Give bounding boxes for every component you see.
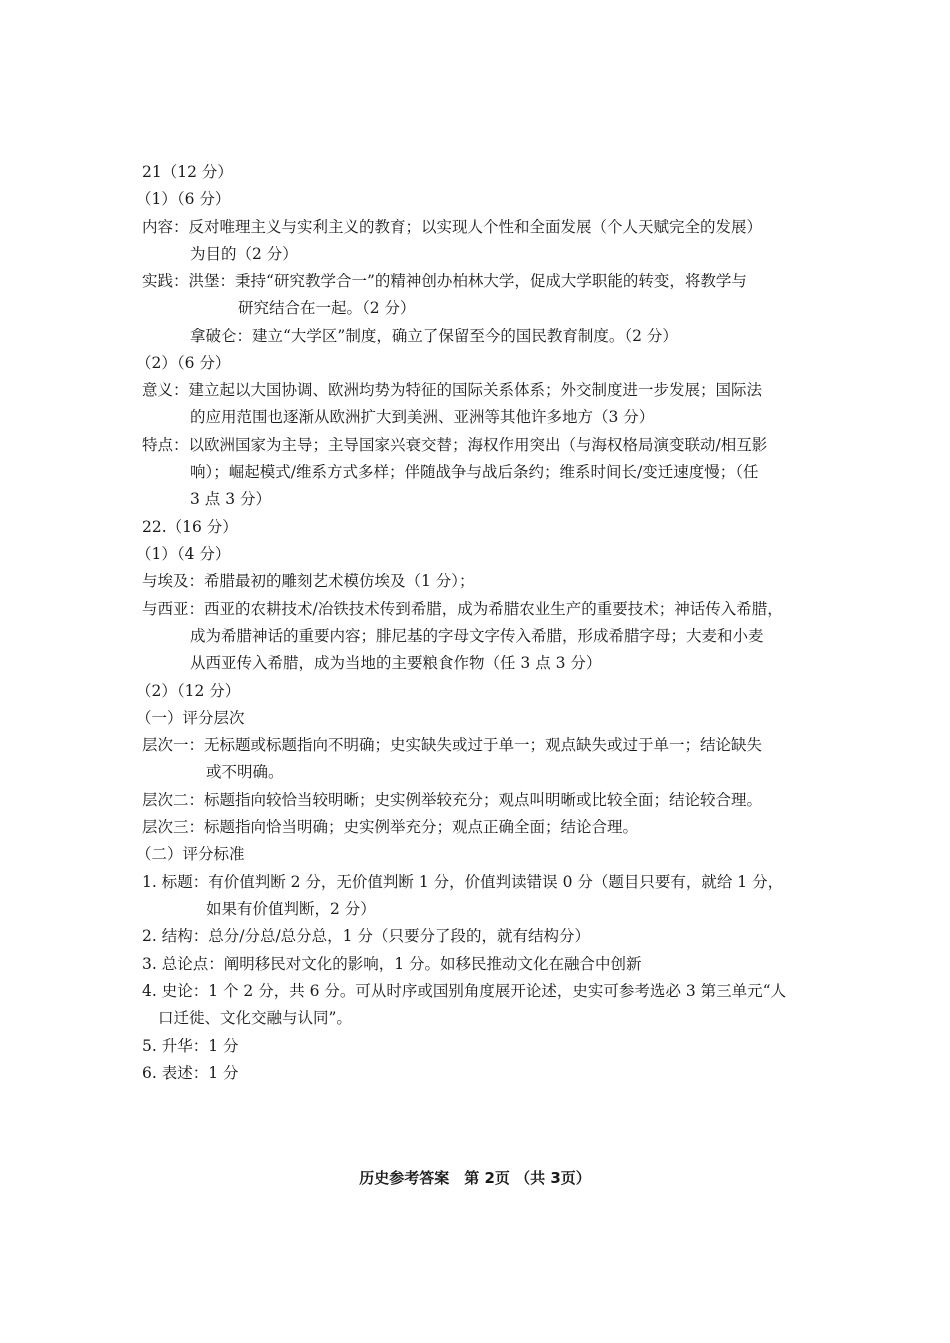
level2-line	[142, 789, 762, 811]
standard-3: 3. 总论点：阐明移民对文化的影响，1 分。如移民推动文化在融合中创新	[142, 955, 642, 973]
features-label: 特点：	[142, 436, 189, 454]
practice-humboldt-1: 洪堡：秉持“研究教学合一”的精神创办柏林大学，促成大学职能的转变，将教学与	[188, 272, 747, 290]
westasia-text-1: 西亚的农耕技术/冶铁技术传到希腊，成为希腊农业生产的重要技术；神话传入希腊，	[204, 600, 783, 618]
q22-egypt-line	[142, 570, 475, 592]
practice-label: 实践：	[142, 272, 189, 290]
q22-westasia-line1	[142, 598, 783, 620]
q21-practice-line2: 研究结合在一起。（2 分）	[238, 299, 416, 317]
q21-title: 21（12 分）	[142, 163, 233, 181]
q21-features-line2: 响）；崛起模式/维系方式多样；伴随战争与战后条约；维系时间长/变迁速度慢；（任	[190, 463, 759, 481]
level3-line	[142, 816, 638, 838]
significance-label: 意义：	[142, 381, 189, 399]
q22-westasia-line2: 成为希腊神话的重要内容；腓尼基的字母文字传入希腊，形成希腊字母；大麦和小麦	[190, 627, 764, 645]
q22-part1-heading: （1）（4 分）	[136, 545, 231, 563]
standard-1-line2: 如果有价值判断，2 分）	[206, 900, 376, 918]
q22-westasia-line3: 从西亚传入希腊，成为当地的主要粮食作物（任 3 点 3 分）	[190, 654, 602, 672]
q21-features-line3: 3 点 3 分）	[190, 490, 272, 508]
q22-title: 22.（16 分）	[142, 518, 238, 536]
standard-6: 6. 表述：1 分	[142, 1064, 239, 1082]
level1-line2: 或不明确。	[206, 763, 284, 781]
q21-content-line1	[142, 216, 762, 238]
egypt-label: 与埃及：	[142, 572, 205, 590]
level2-label: 层次二：	[142, 791, 205, 809]
features-text-1: 以欧洲国家为主导；主导国家兴衰交替；海权作用突出（与海权格局演变联动/相互影	[188, 436, 768, 454]
page-footer: 历史参考答案 第 2页 （共 3页）	[359, 1169, 591, 1187]
q21-practice-line1	[142, 270, 747, 292]
q21-significance-line2: 的应用范围也逐渐从欧洲扩大到美洲、亚洲等其他许多地方（3 分）	[190, 408, 655, 426]
level1-text-1: 无标题或标题指向不明确；史实缺失或过于单一；观点缺失或过于单一；结论缺失	[204, 736, 763, 754]
level3-text: 标题指向恰当明确；史实例举充分；观点正确全面；结论合理。	[204, 818, 639, 836]
standard-2: 2. 结构：总分/分总/总分总，1 分（只要分了段的，就有结构分）	[142, 927, 590, 945]
content-label: 内容：	[142, 218, 189, 236]
significance-text-1: 建立起以大国协调、欧洲均势为特征的国际关系体系；外交制度进一步发展；国际法	[188, 381, 763, 399]
q21-practice-napoleon: 拿破仑：建立“大学区”制度，确立了保留至今的国民教育制度。（2 分）	[190, 327, 678, 345]
standard-4-line2: 口迁徙、文化交融与认同”。	[158, 1009, 352, 1027]
q21-part2-heading: （2）（6 分）	[136, 354, 231, 372]
scoring-levels-heading: （一）评分层次	[136, 709, 245, 727]
content-text-1: 反对唯理主义与实利主义的教育；以实现人个性和全面发展（个人天赋完全的发展）	[188, 218, 763, 236]
level3-label: 层次三：	[142, 818, 205, 836]
q21-features-line1	[142, 434, 767, 456]
egypt-text: 希腊最初的雕刻艺术模仿埃及（1 分）；	[204, 572, 475, 590]
level2-text: 标题指向较恰当较明晰；史实例举较充分；观点叫明晰或比较全面；结论较合理。	[204, 791, 763, 809]
westasia-label: 与西亚：	[142, 600, 205, 618]
q21-part1-heading: （1）（6 分）	[136, 190, 231, 208]
scoring-standards-heading: （二）评分标准	[136, 845, 245, 863]
standard-4-line1: 4. 史论：1 个 2 分，共 6 分。可从时序或国别角度展开论述，史实可参考选必 3 第三单元“人	[142, 982, 787, 1000]
q21-content-line2: 为目的（2 分）	[190, 245, 298, 263]
q21-significance-line1	[142, 379, 762, 401]
standard-5: 5. 升华：1 分	[142, 1037, 239, 1055]
q22-part2-heading: （2）（12 分）	[136, 682, 241, 700]
standard-1-line1: 1. 标题：有价值判断 2 分，无价值判断 1 分，价值判读错误 0 分（题目只要有，就给 1 分，	[142, 873, 784, 891]
level1-line1	[142, 734, 762, 756]
level1-label: 层次一：	[142, 736, 205, 754]
